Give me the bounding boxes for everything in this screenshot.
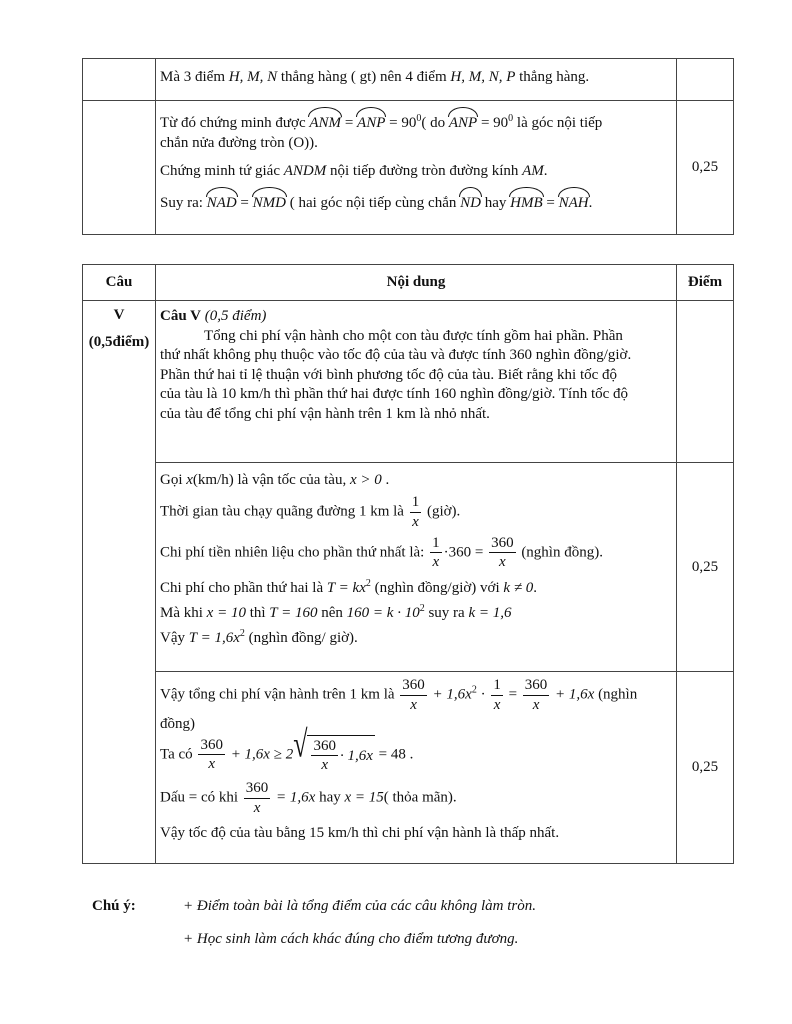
solution-line: Ta có $\frac{360}{x}$ + 1,6x ≥ 2 √ $\frac{360}{x}$ · 1,6x = 48 . xyxy=(160,722,414,774)
solution-line: Vậy tổng chi phí vận hành trên 1 km là $\frac{360}{x}$ + $1,6x^2$ · $\frac{1}{x}$ = $\frac{360}{x}$ + 1,6x (nghìn xyxy=(160,677,638,713)
question-cell xyxy=(156,301,677,463)
solution-cell-2 xyxy=(156,672,677,864)
fraction: $\frac{360}{x}$ xyxy=(245,780,269,816)
question-text: Tổng chi phí vận hành cho một con tàu được tính gồm hai phần. Phần xyxy=(204,327,623,344)
score-cell xyxy=(677,59,734,101)
solution-line: Gọi x(km/h) là vận tốc của tàu, x > 0 . xyxy=(160,472,390,488)
score-value: 0,25 xyxy=(677,672,734,864)
solution-line: Thời gian tàu chạy quãng đường 1 km là $\frac{1}{x}$ (giờ). xyxy=(160,494,461,530)
solution-line: Chi phí cho phần thứ hai là $T = kx^2$ (nghìn đồng/giờ) với k ≠ 0. xyxy=(160,578,538,596)
proof-line-1: Từ đó chứng minh được ANM = ANP = $90^0$( do ANP = $90^0$ là góc nội tiếp xyxy=(160,113,603,131)
question-text: của tàu để tổng chi phí vận hành trên 1 km là nhỏ nhất. xyxy=(160,405,490,422)
note-label: Chú ý: xyxy=(92,898,136,914)
proof-line-3: Chứng minh tứ giác ANDM nội tiếp đường tròn đường kính AM. xyxy=(160,163,548,179)
proof-line-2: chắn nửa đường tròn (O)). xyxy=(160,135,318,151)
score-cell xyxy=(677,301,734,463)
solution-line: Dấu = có khi $\frac{360}{x}$ = 1,6x hay x = 15( thỏa mãn). xyxy=(160,780,457,816)
fraction: $\frac{1}{x}$ xyxy=(411,494,420,530)
question-points: (0,5điểm) xyxy=(88,334,150,350)
question-label-cell xyxy=(83,301,156,864)
solution-line: Chi phí tiền nhiên liệu cho phần thứ nhất là: $\frac{1}{x}$ ·360 = $\frac{360}{x}$ (nghìn đồng). xyxy=(160,534,603,571)
top-table xyxy=(82,58,734,235)
header-noi-dung: Nội dung xyxy=(156,265,677,301)
fraction: $\frac{1}{x}$ xyxy=(493,677,501,713)
score-value: 0,25 xyxy=(677,101,734,235)
solution-line: Mà khi x = 10 thì T = 160 nên $160 = k \cdot 10^2$ suy ra k = 1,6 xyxy=(160,603,512,621)
main-table xyxy=(82,264,734,864)
fraction: $\frac{1}{x}$ xyxy=(432,534,440,571)
content-cell xyxy=(156,101,677,235)
question-text: Phần thứ hai tỉ lệ thuận với bình phương tốc độ của tàu. Biết rằng khi tốc độ xyxy=(160,366,618,383)
note-item: + Điểm toàn bài là tổng điểm của các câu không làm tròn. xyxy=(183,898,536,914)
question-text: thứ nhất không phụ thuộc vào tốc độ của tàu và được tính 360 nghìn đồng/giờ. xyxy=(160,347,632,363)
empty-cell xyxy=(83,101,156,235)
proof-line-4: Suy ra: NAD = NMD ( hai góc nội tiếp cùng chắn ND hay HMB = NAH. xyxy=(160,195,593,211)
fraction: $\frac{360}{x}$ xyxy=(491,534,514,571)
question-text: của tàu là 10 km/h thì phần thứ hai được tính 160 nghìn đồng/giờ. Tính tốc độ xyxy=(160,386,629,402)
fraction: $\frac{360}{x}$ xyxy=(402,677,425,713)
question-title: Câu V (0,5 điểm) xyxy=(160,308,267,324)
content-cell xyxy=(156,59,677,101)
statement-line: Mà 3 điểm H, M, N thẳng hàng ( gt) nên 4 điểm H, M, N, P thẳng hàng. xyxy=(160,69,590,85)
solution-line: đồng) xyxy=(160,715,195,732)
solution-line: Vậy tốc độ của tàu bằng 15 km/h thì chi phí vận hành là thấp nhất. xyxy=(160,824,560,841)
fraction: $\frac{360}{x}$ xyxy=(524,677,548,713)
note-item: + Học sinh làm cách khác đúng cho điểm tương đương. xyxy=(183,931,519,947)
solution-line: Vậy $T = 1,6x^2$ (nghìn đồng/ giờ). xyxy=(160,628,358,646)
score-value: 0,25 xyxy=(677,463,734,672)
square-root: √ $\frac{360}{x}$ · 1,6x xyxy=(293,722,373,774)
question-number: V xyxy=(113,307,125,323)
empty-cell xyxy=(83,59,156,101)
header-cau: Câu xyxy=(83,265,156,301)
fraction: $\frac{360}{x}$ xyxy=(200,736,223,773)
header-diem: Điểm xyxy=(677,265,734,301)
solution-cell-1 xyxy=(156,463,677,672)
